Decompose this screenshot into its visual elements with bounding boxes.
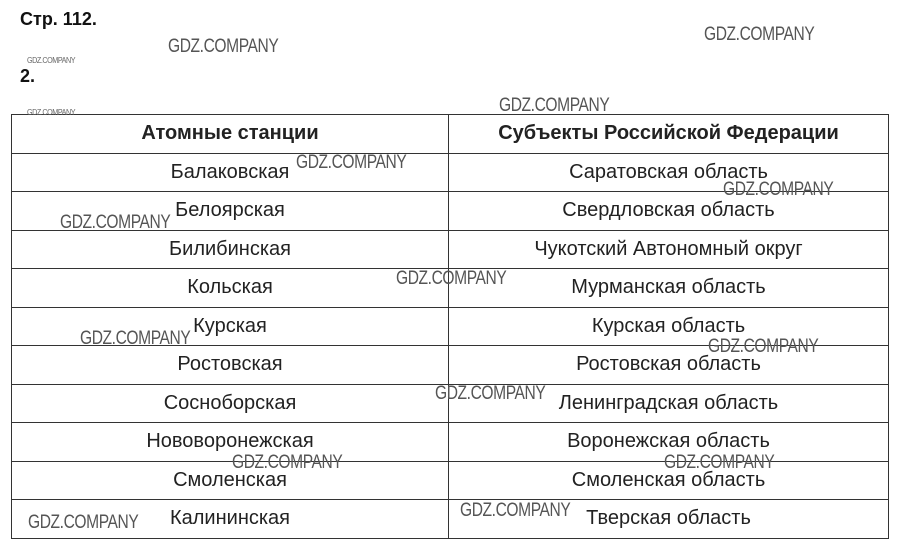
stations-table <box>11 114 889 539</box>
watermark: GDZ.COMPANY <box>27 108 76 117</box>
watermark: GDZ.COMPANY <box>296 152 407 173</box>
subject-cell: Смоленская область <box>449 461 889 500</box>
table-row <box>12 346 889 385</box>
subject-cell: Саратовская область <box>449 153 889 192</box>
subject-cell: Курская область <box>449 307 889 346</box>
watermark: GDZ.COMPANY <box>708 336 819 357</box>
table-row <box>12 423 889 462</box>
station-cell: Белоярская <box>12 192 449 231</box>
station-cell: Кольская <box>12 269 449 308</box>
subject-cell: Чукотский Автономный округ <box>449 230 889 269</box>
subject-cell: Мурманская область <box>449 269 889 308</box>
watermark: GDZ.COMPANY <box>664 452 775 473</box>
subject-cell: Воронежская область <box>449 423 889 462</box>
station-cell: Курская <box>12 307 449 346</box>
table-row <box>12 500 889 539</box>
watermark: GDZ.COMPANY <box>80 328 191 349</box>
table-row <box>12 384 889 423</box>
station-cell: Смоленская <box>12 461 449 500</box>
station-cell: Калининская <box>12 500 449 539</box>
header-stations: Атомные станции <box>12 115 449 154</box>
table-row <box>12 269 889 308</box>
table-row <box>12 153 889 192</box>
watermark: GDZ.COMPANY <box>168 36 279 57</box>
table-row <box>12 461 889 500</box>
subject-cell: Тверская область <box>449 500 889 539</box>
subject-cell: Ростовская область <box>449 346 889 385</box>
task-number: 2. <box>20 66 36 86</box>
station-cell: Сосноборская <box>12 384 449 423</box>
table-row <box>12 307 889 346</box>
subject-cell: Свердловская область <box>449 192 889 231</box>
table-header-row <box>12 115 889 154</box>
table-row <box>12 230 889 269</box>
watermark: GDZ.COMPANY <box>435 383 546 404</box>
station-cell: Нововоронежская <box>12 423 449 462</box>
watermark: GDZ.COMPANY <box>60 212 171 233</box>
watermark: GDZ.COMPANY <box>704 24 815 45</box>
watermark: GDZ.COMPANY <box>27 56 76 65</box>
watermark: GDZ.COMPANY <box>28 512 139 533</box>
station-cell: Ростовская <box>12 346 449 385</box>
watermark: GDZ.COMPANY <box>499 95 610 116</box>
watermark: GDZ.COMPANY <box>396 268 507 289</box>
page-title: Стр. 112. <box>20 9 97 29</box>
station-cell: Билибинская <box>12 230 449 269</box>
watermark: GDZ.COMPANY <box>723 179 834 200</box>
watermark: GDZ.COMPANY <box>460 500 571 521</box>
station-cell: Балаковская <box>12 153 449 192</box>
subject-cell: Ленинградская область <box>449 384 889 423</box>
watermark: GDZ.COMPANY <box>232 452 343 473</box>
header-subjects: Субъекты Российской Федерации <box>449 115 889 154</box>
table-row <box>12 192 889 231</box>
